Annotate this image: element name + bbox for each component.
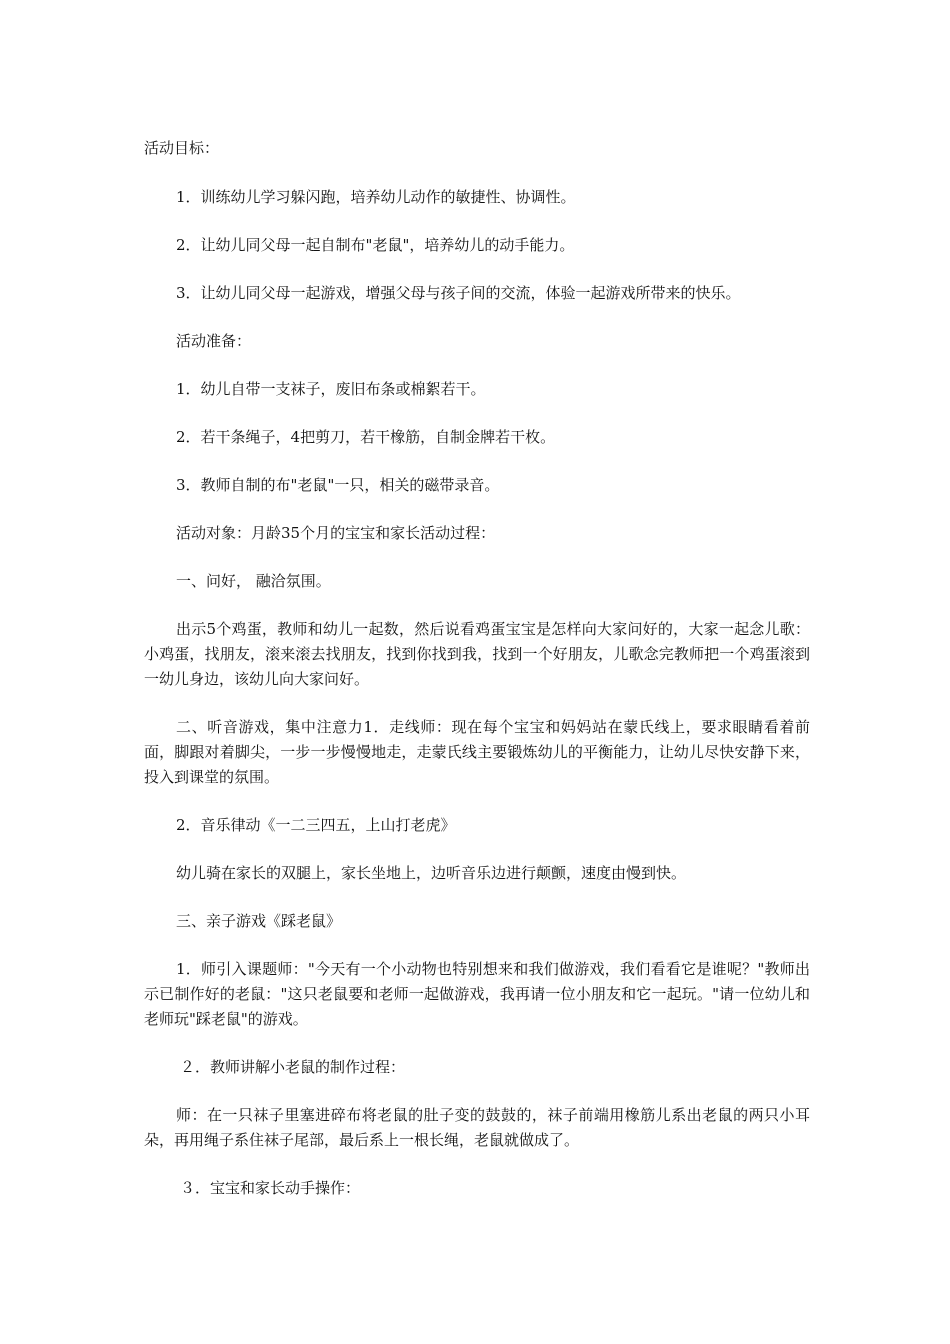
document-body (144, 136, 810, 1224)
preparation-item-2: 2．若干条绳子，4把剪刀，若干橡筋，自制金牌若干枚。 (176, 428, 556, 446)
step-2-description: 二、听音游戏，集中注意力1．走线师：现在每个宝宝和妈妈站在蒙氏线上，要求眼睛看着前面，脚跟对着脚尖，一步一步慢慢地走，走蒙氏线主要锻炼幼儿的平衡能力，让幼儿尽快安静下来，投入到课堂的氛围。 (144, 718, 810, 786)
activity-target-paragraph: 活动对象：月龄35个月的宝宝和家长活动过程： (176, 524, 496, 542)
step-heading-3: 三、亲子游戏《踩老鼠》 (176, 912, 342, 930)
goal-item-3: 3．让幼儿同父母一起游戏，增强父母与孩子间的交流，体验一起游戏所带来的快乐。 (176, 284, 741, 302)
preparation-item-1: 1．幼儿自带一支袜子，废旧布条或棉絮若干。 (176, 380, 486, 398)
music-rhythm-item: 2．音乐律动《一二三四五，上山打老虎》 (176, 816, 456, 834)
mouse-making-description: 师：在一只袜子里塞进碎布将老鼠的肚子变的鼓鼓的，袜子前端用橡筋儿系出老鼠的两只小耳朵，再用绳子系住袜子尾部，最后系上一根长绳，老鼠就做成了。 (144, 1106, 810, 1149)
section-heading-preparation: 活动准备： (176, 332, 252, 350)
music-rhythm-description: 幼儿骑在家长的双腿上，家长坐地上，边听音乐边进行颠颤，速度由慢到快。 (176, 864, 687, 882)
hands-on-heading: ３．宝宝和家长动手操作： (180, 1179, 361, 1197)
step-1-description: 出示5个鸡蛋，教师和幼儿一起数，然后说看鸡蛋宝宝是怎样向大家问好的，大家一起念儿歌：小鸡蛋，找朋友，滚来滚去找朋友，找到你找到我，找到一个好朋友，儿歌念完教师把一个鸡蛋滚到一幼儿身边，该幼儿向大家问好。 (144, 620, 810, 688)
preparation-item-3: 3．教师自制的布"老鼠"一只，相关的磁带录音。 (176, 476, 500, 494)
goal-item-1: 1．训练幼儿学习躲闪跑，培养幼儿动作的敏捷性、协调性。 (176, 188, 576, 206)
game-intro-paragraph: 1．师引入课题师："今天有一个小动物也特别想来和我们做游戏，我们看看它是谁呢？"教师出示已制作好的老鼠："这只老鼠要和老师一起做游戏，我再请一位小朋友和它一起玩。"请一位幼儿和老师玩"踩老鼠"的游戏。 (144, 960, 810, 1028)
mouse-making-heading: ２．教师讲解小老鼠的制作过程： (180, 1058, 406, 1076)
step-heading-1: 一、问好， 融洽氛围。 (176, 572, 331, 590)
goal-item-2: 2．让幼儿同父母一起自制布"老鼠"，培养幼儿的动手能力。 (176, 236, 575, 254)
section-heading-goals: 活动目标： (144, 139, 220, 157)
